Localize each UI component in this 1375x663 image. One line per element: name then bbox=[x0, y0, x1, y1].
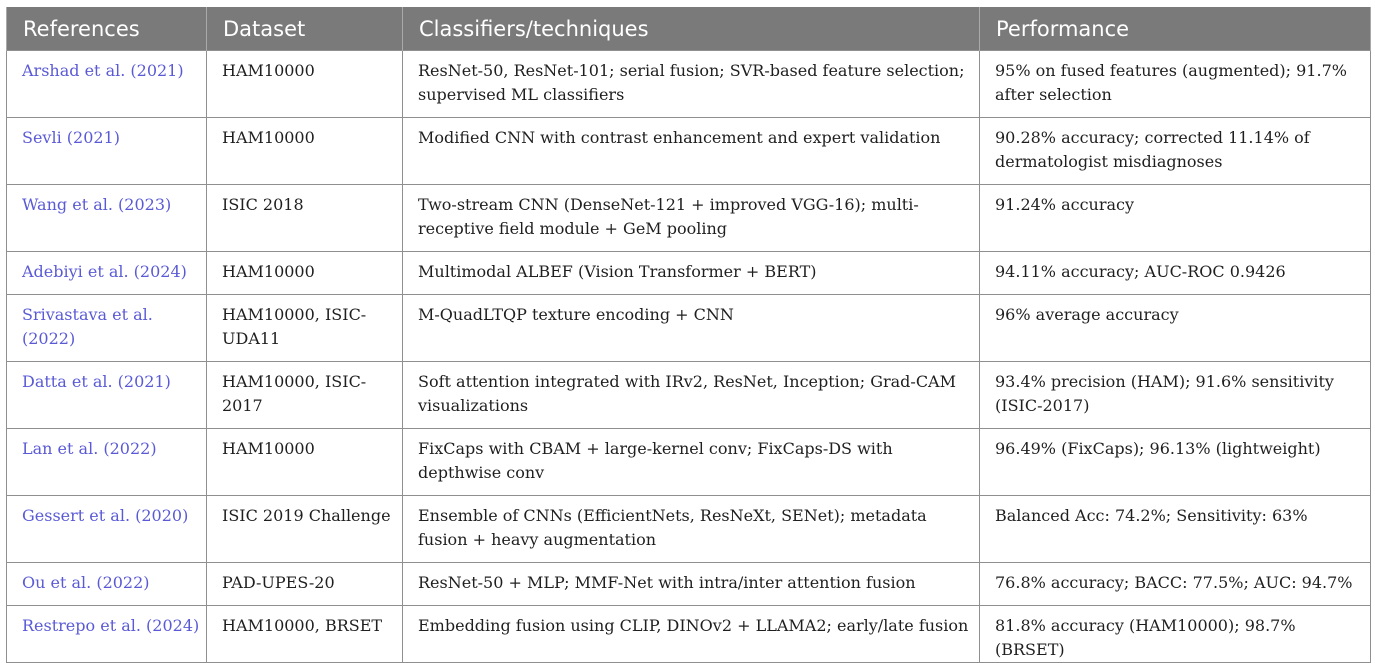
reference-link[interactable]: Datta et al. (2021) bbox=[22, 372, 171, 391]
table-row bbox=[7, 118, 1371, 185]
table-row bbox=[7, 429, 1371, 496]
header-dataset: Dataset bbox=[207, 7, 403, 51]
technique-cell: ResNet-50, ResNet-101; serial fusion; SVR-based feature selection; supervised ML classifiers bbox=[403, 51, 980, 118]
technique-cell: Embedding fusion using CLIP, DINOv2 + LLAMA2; early/late fusion bbox=[403, 606, 980, 663]
reference-link[interactable]: Restrepo et al. (2024) bbox=[22, 616, 200, 635]
technique-cell: Modified CNN with contrast enhancement and expert validation bbox=[403, 118, 980, 185]
technique-cell: ResNet-50 + MLP; MMF-Net with intra/inter attention fusion bbox=[403, 563, 980, 606]
technique-cell: Ensemble of CNNs (EfficientNets, ResNeXt, SENet); metadata fusion + heavy augmentation bbox=[403, 496, 980, 563]
technique-cell: Soft attention integrated with IRv2, ResNet, Inception; Grad-CAM visualizations bbox=[403, 362, 980, 429]
dataset-cell: PAD-UPES-20 bbox=[207, 563, 403, 606]
table-row bbox=[7, 606, 1371, 663]
reference-cell bbox=[7, 496, 207, 563]
dataset-cell: HAM10000 bbox=[207, 118, 403, 185]
table-header bbox=[7, 7, 1371, 51]
dataset-cell: HAM10000 bbox=[207, 252, 403, 295]
reference-cell bbox=[7, 252, 207, 295]
reference-cell bbox=[7, 51, 207, 118]
dataset-cell: HAM10000 bbox=[207, 429, 403, 496]
header-performance: Performance bbox=[980, 7, 1371, 51]
dataset-cell: HAM10000, BRSET bbox=[207, 606, 403, 663]
header-techniques: Classifiers/techniques bbox=[403, 7, 980, 51]
dataset-cell: ISIC 2019 Challenge bbox=[207, 496, 403, 563]
reference-cell bbox=[7, 429, 207, 496]
references-table bbox=[6, 7, 1371, 663]
header-references: References bbox=[7, 7, 207, 51]
reference-link[interactable]: Lan et al. (2022) bbox=[22, 439, 157, 458]
technique-cell: Multimodal ALBEF (Vision Transformer + BERT) bbox=[403, 252, 980, 295]
technique-cell: Two-stream CNN (DenseNet-121 + improved VGG-16); multi-receptive field module + GeM pooling bbox=[403, 185, 980, 252]
reference-link[interactable]: Sevli (2021) bbox=[22, 128, 120, 147]
table-row bbox=[7, 362, 1371, 429]
reference-cell bbox=[7, 362, 207, 429]
performance-cell: 95% on fused features (augmented); 91.7% after selection bbox=[980, 51, 1371, 118]
technique-cell: FixCaps with CBAM + large-kernel conv; FixCaps-DS with depthwise conv bbox=[403, 429, 980, 496]
table-row bbox=[7, 496, 1371, 563]
table-row bbox=[7, 252, 1371, 295]
technique-cell: M-QuadLTQP texture encoding + CNN bbox=[403, 295, 980, 362]
reference-cell bbox=[7, 295, 207, 362]
dataset-cell: HAM10000 bbox=[207, 51, 403, 118]
reference-link[interactable]: Gessert et al. (2020) bbox=[22, 506, 189, 525]
header-row bbox=[7, 7, 1371, 51]
table-row bbox=[7, 51, 1371, 118]
performance-cell: 96.49% (FixCaps); 96.13% (lightweight) bbox=[980, 429, 1371, 496]
table-row bbox=[7, 185, 1371, 252]
performance-cell: 94.11% accuracy; AUC-ROC 0.9426 bbox=[980, 252, 1371, 295]
table-row bbox=[7, 563, 1371, 606]
performance-cell: 90.28% accuracy; corrected 11.14% of dermatologist misdiagnoses bbox=[980, 118, 1371, 185]
performance-cell: 81.8% accuracy (HAM10000); 98.7% (BRSET) bbox=[980, 606, 1371, 663]
performance-cell: 76.8% accuracy; BACC: 77.5%; AUC: 94.7% bbox=[980, 563, 1371, 606]
reference-cell bbox=[7, 118, 207, 185]
reference-link[interactable]: Srivastava et al. (2022) bbox=[22, 305, 153, 348]
table-row bbox=[7, 295, 1371, 362]
reference-link[interactable]: Adebiyi et al. (2024) bbox=[22, 262, 187, 281]
reference-cell bbox=[7, 185, 207, 252]
performance-cell: 93.4% precision (HAM); 91.6% sensitivity (ISIC-2017) bbox=[980, 362, 1371, 429]
reference-cell bbox=[7, 606, 207, 663]
dataset-cell: ISIC 2018 bbox=[207, 185, 403, 252]
table-body bbox=[7, 51, 1371, 663]
dataset-cell: HAM10000, ISIC-2017 bbox=[207, 362, 403, 429]
performance-cell: 96% average accuracy bbox=[980, 295, 1371, 362]
performance-cell: 91.24% accuracy bbox=[980, 185, 1371, 252]
reference-link[interactable]: Wang et al. (2023) bbox=[22, 195, 172, 214]
reference-cell bbox=[7, 563, 207, 606]
performance-cell: Balanced Acc: 74.2%; Sensitivity: 63% bbox=[980, 496, 1371, 563]
reference-link[interactable]: Arshad et al. (2021) bbox=[22, 61, 184, 80]
dataset-cell: HAM10000, ISIC-UDA11 bbox=[207, 295, 403, 362]
reference-link[interactable]: Ou et al. (2022) bbox=[22, 573, 150, 592]
